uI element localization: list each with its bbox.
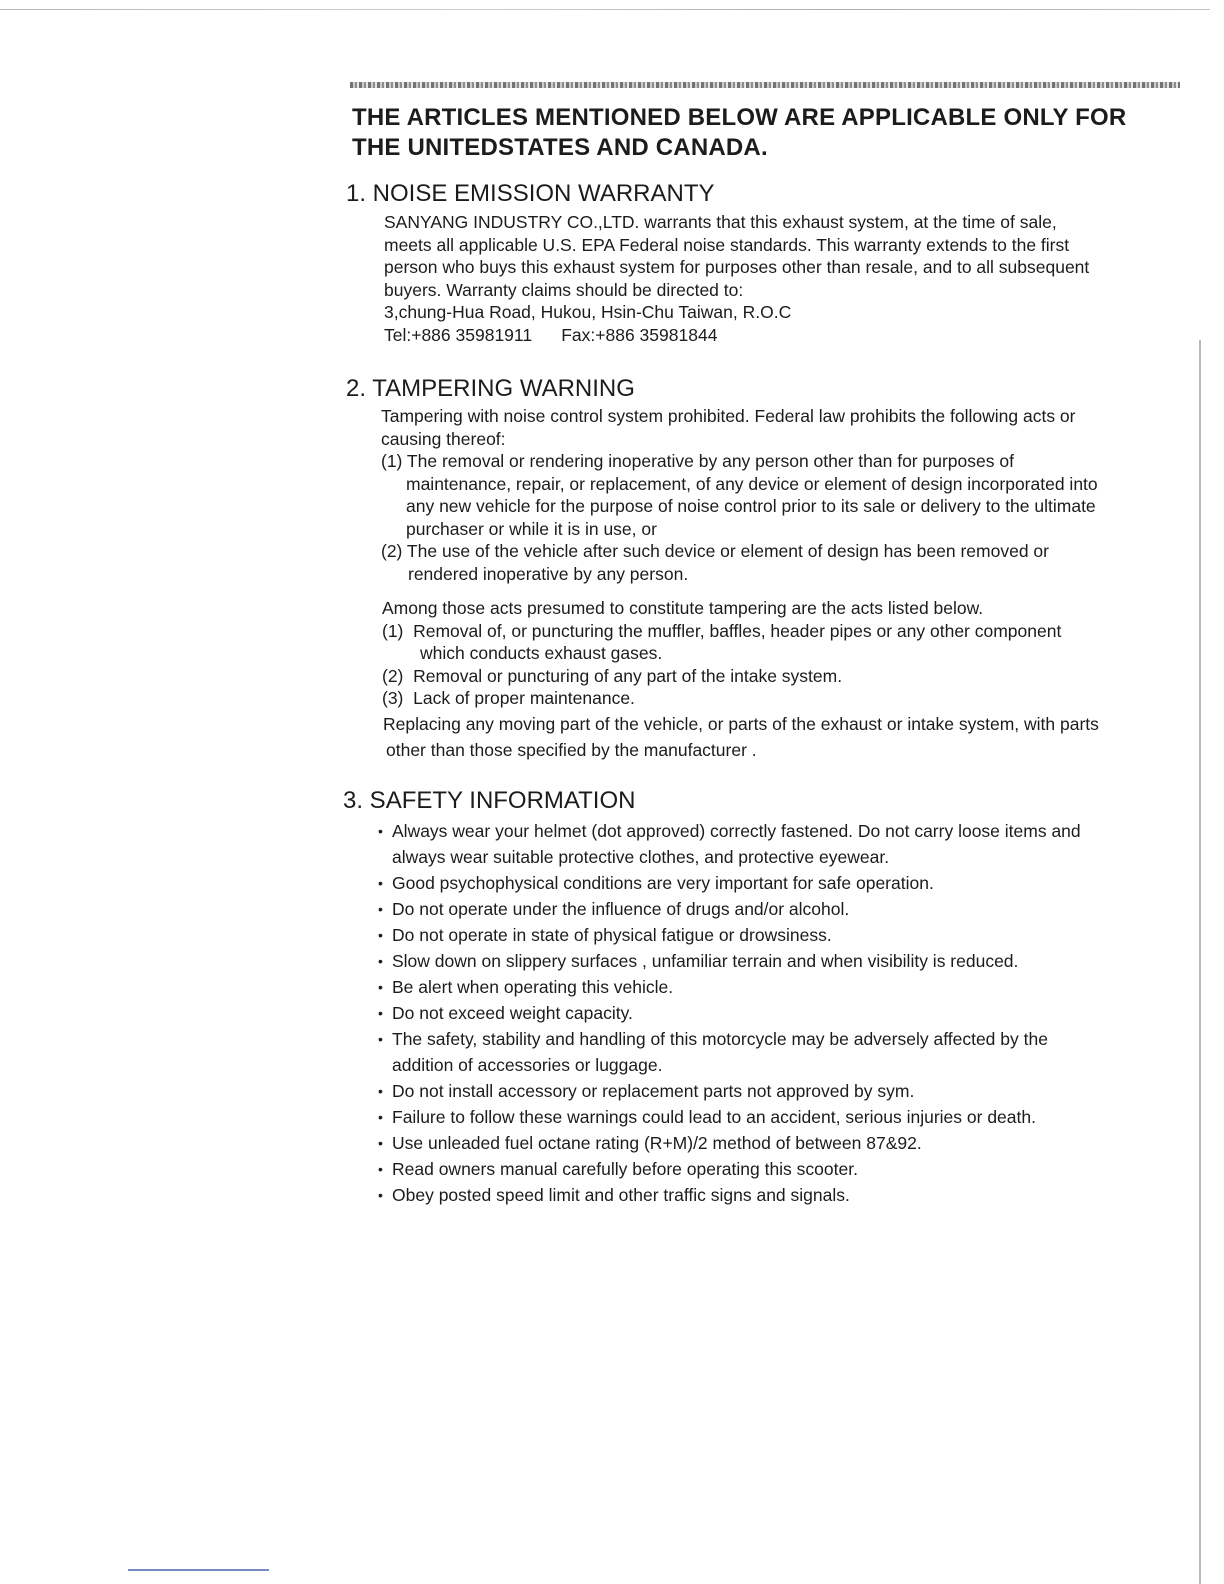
text-line: buyers. Warranty claims should be directed to:	[384, 279, 744, 300]
text-line: causing thereof:	[381, 428, 506, 449]
list-item	[378, 922, 1081, 948]
text-line: SANYANG INDUSTRY CO.,LTD. warrants that this exhaust system, at the time of sale,	[384, 212, 1057, 232]
text-line: (2) The use of the vehicle after such device or element of design has been removed or	[381, 541, 1049, 561]
list-item	[378, 948, 1081, 974]
scan-edge-line	[0, 9, 1210, 10]
text-line: Tampering with noise control system prohibited. Federal law prohibits the following acts or	[381, 406, 1076, 426]
text-line: purchaser or while it is in use, or	[406, 518, 657, 539]
text-line: • Read owners manual carefully before operating this scooter.	[392, 1159, 858, 1179]
tampering-acts-list	[382, 597, 1061, 710]
list-item	[378, 1078, 1081, 1104]
scan-bottom-mark	[128, 1569, 269, 1571]
scan-right-edge	[1199, 340, 1201, 1584]
text-line: • Failure to follow these warnings could lead to an accident, serious injuries or death.	[392, 1107, 1036, 1127]
text-line: Among those acts presumed to constitute tampering are the acts listed below.	[382, 598, 984, 618]
text-line: meets all applicable U.S. EPA Federal noise standards. This warranty extends to the first	[384, 234, 1070, 255]
list-item	[378, 1026, 1081, 1078]
text-line: • Always wear your helmet (dot approved) correctly fastened. Do not carry loose items and	[392, 821, 1081, 841]
tampering-intro	[381, 405, 1076, 450]
list-item	[378, 974, 1081, 1000]
list-item	[378, 1000, 1081, 1026]
contact-line: Tel:+886 35981911 Fax:+886 35981844	[384, 324, 718, 345]
tampering-item-2	[381, 540, 1049, 585]
text-line: • Do not exceed weight capacity.	[392, 1003, 633, 1023]
list-item	[378, 1130, 1081, 1156]
text-line: (1) The removal or rendering inoperative by any person other than for purposes of	[381, 451, 1014, 471]
text-line: • Do not operate under the influence of drugs and/or alcohol.	[392, 899, 850, 919]
text-line: rendered inoperative by any person.	[408, 563, 689, 584]
safety-bullet-list	[378, 818, 1081, 1208]
text-line: (1) Removal of, or puncturing the muffler, baffles, header pipes or any other component	[382, 620, 1062, 641]
text-line: person who buys this exhaust system for purposes other than resale, and to all subsequent	[384, 257, 1090, 277]
list-item	[378, 870, 1081, 896]
headline-line: THE ARTICLES MENTIONED BELOW ARE APPLICABLE ONLY FOR	[352, 104, 1127, 131]
text-line: which conducts exhaust gases.	[420, 643, 663, 663]
address-line: 3,chung-Hua Road, Hukou, Hsin-Chu Taiwan, R.O.C	[384, 302, 792, 322]
header-rule	[350, 82, 1180, 88]
text-line: • Use unleaded fuel octane rating (R+M)/2 method of between 87&92.	[392, 1133, 922, 1153]
tampering-item-1	[381, 450, 1098, 540]
text-line: always wear suitable protective clothes, and protective eyewear.	[392, 847, 890, 867]
list-item	[378, 1104, 1081, 1130]
section-title-safety-information: 3. SAFETY INFORMATION	[343, 787, 636, 814]
text-line: • Do not install accessory or replacement parts not approved by sym.	[392, 1081, 915, 1101]
section-title-tampering-warning: 2. TAMPERING WARNING	[346, 375, 635, 402]
list-item	[378, 818, 1081, 870]
text-line: (3) Lack of proper maintenance.	[382, 688, 635, 708]
text-line: addition of accessories or luggage.	[392, 1055, 663, 1075]
text-line: • Slow down on slippery surfaces , unfamiliar terrain and when visibility is reduced.	[392, 951, 1019, 971]
text-line: any new vehicle for the purpose of noise control prior to its sale or delivery to the ultimate	[406, 496, 1096, 516]
text-line: • The safety, stability and handling of this motorcycle may be adversely affected by the	[392, 1029, 1048, 1049]
text-line: • Be alert when operating this vehicle.	[392, 977, 674, 997]
list-item	[378, 1156, 1081, 1182]
page-headline	[352, 103, 1182, 163]
text-line: Replacing any moving part of the vehicle, or parts of the exhaust or intake system, with parts	[383, 714, 1099, 734]
noise-warranty-text	[384, 211, 1089, 346]
text-line: other than those specified by the manufacturer .	[386, 740, 757, 760]
section-title-noise-warranty: 1. NOISE EMISSION WARRANTY	[346, 180, 715, 207]
text-line: (2) Removal or puncturing of any part of the intake system.	[382, 665, 843, 686]
text-line: • Good psychophysical conditions are very important for safe operation.	[392, 873, 934, 893]
text-line: • Do not operate in state of physical fatigue or drowsiness.	[392, 925, 832, 945]
list-item	[378, 1182, 1081, 1208]
tampering-closing	[383, 711, 1099, 763]
text-line: • Obey posted speed limit and other traffic signs and signals.	[392, 1185, 850, 1205]
text-line: maintenance, repair, or replacement, of any device or element of design incorporated into	[406, 473, 1098, 494]
headline-line: THE UNITEDSTATES AND CANADA.	[352, 134, 768, 161]
list-item	[378, 896, 1081, 922]
